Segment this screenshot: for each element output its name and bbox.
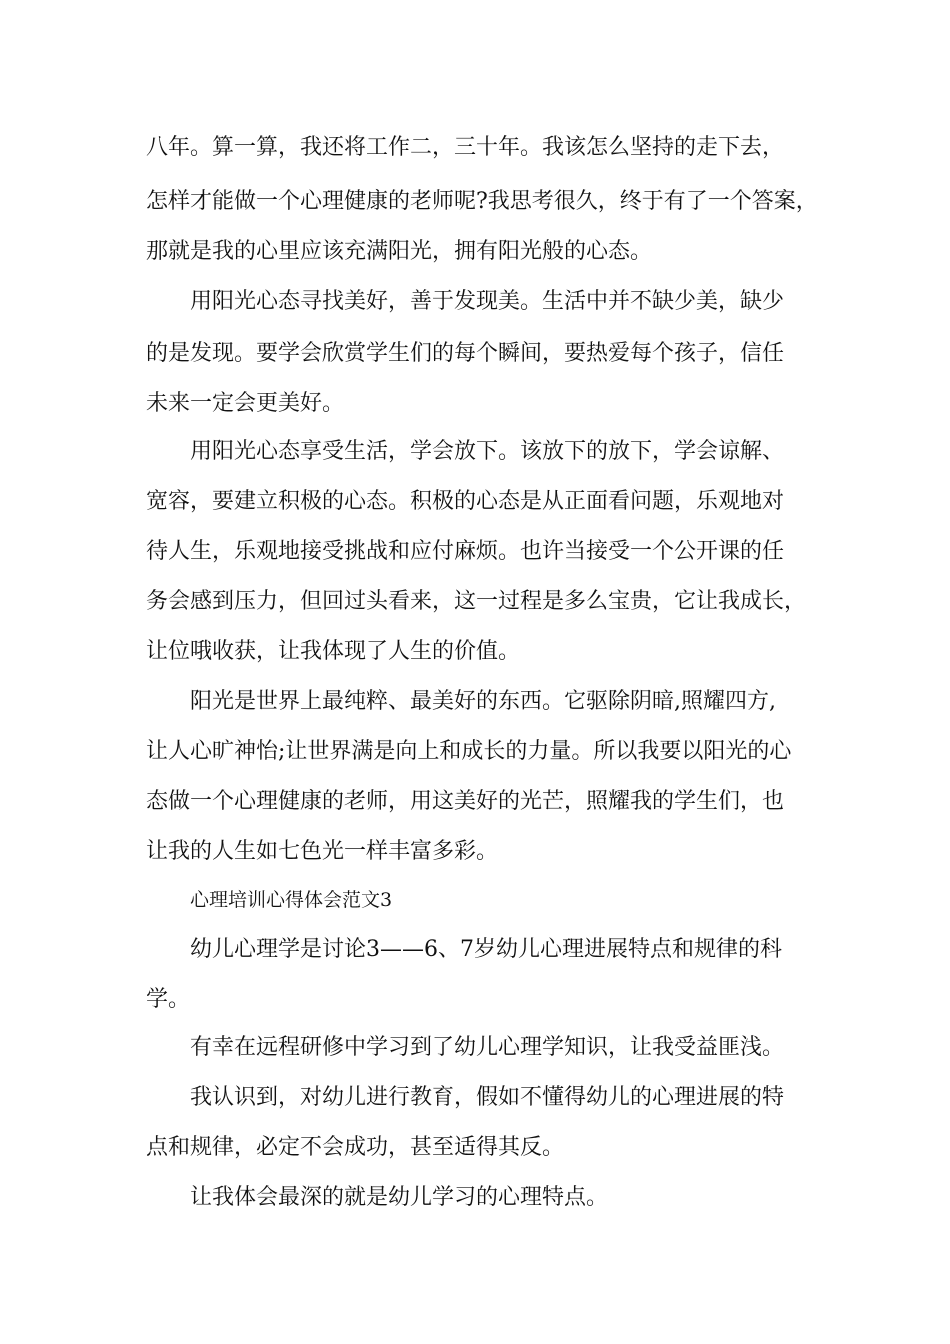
text-line: 的是发现。要学会欣赏学生们的每个瞬间，要热爱每个孩子，信任 [146,341,785,366]
text-line: 八年。算一算，我还将工作二，三十年。我该怎么坚持的走下去， [146,135,785,160]
text-line: 让位哦收获，让我体现了人生的价值。 [146,639,521,664]
text-line: 态做一个心理健康的老师，用这美好的光芒，照耀我的学生们，也 [146,789,785,814]
text-line: 点和规律，必定不会成功，甚至适得其反。 [146,1135,565,1160]
text-line: 怎样才能做一个心理健康的老师呢?我思考很久，终于有了一个答案， [146,189,818,214]
text-line: 让我的人生如七色光一样丰富多彩。 [146,839,499,864]
section-heading: 心理培训心得体会范文3 [190,889,393,911]
paragraph-first-line: 阳光是世界上最纯粹、最美好的东西。它驱除阴暗,照耀四方, [190,689,776,714]
paragraph-first-line: 我认识到，对幼儿进行教育，假如不懂得幼儿的心理进展的特 [190,1085,785,1110]
text-line: 务会感到压力，但回过头看来，这一过程是多么宝贵，它让我成长， [146,589,807,614]
text-line: 那就是我的心里应该充满阳光，拥有阳光般的心态。 [146,239,653,264]
text-line: 让人心旷神怡;让世界满是向上和成长的力量。所以我要以阳光的心 [146,739,792,764]
paragraph-first-line: 让我体会最深的就是幼儿学习的心理特点。 [190,1185,609,1210]
text-line: 宽容，要建立积极的心态。积极的心态是从正面看问题，乐观地对 [146,489,785,514]
text-line: 未来一定会更美好。 [146,391,345,416]
text-line: 待人生，乐观地接受挑战和应付麻烦。也许当接受一个公开课的任 [146,539,785,564]
paragraph-first-line: 幼儿心理学是讨论3——6、7岁幼儿心理进展特点和规律的科 [190,937,782,962]
text-line: 学。 [146,987,191,1012]
paragraph-first-line: 用阳光心态享受生活，学会放下。该放下的放下，学会谅解、 [190,439,785,464]
paragraph-first-line: 用阳光心态寻找美好，善于发现美。生活中并不缺少美，缺少 [190,289,785,314]
paragraph-first-line: 有幸在远程研修中学习到了幼儿心理学知识，让我受益匪浅。 [190,1035,785,1060]
